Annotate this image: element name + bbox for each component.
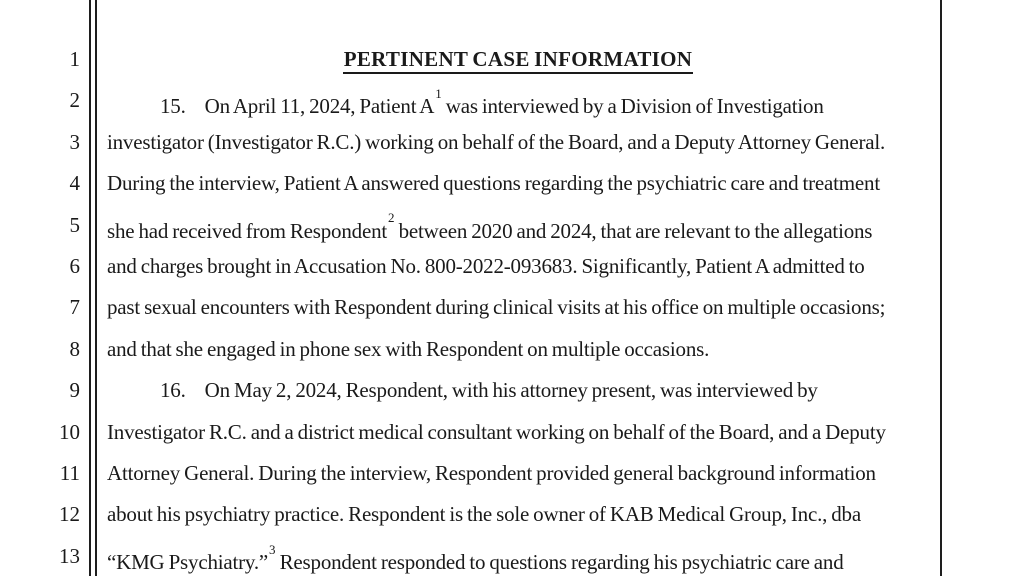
line-number: 13 xyxy=(59,543,80,568)
line-number: 2 xyxy=(69,88,80,113)
body-line xyxy=(107,80,929,121)
text-run: between 2020 and 2024, that are relevant to the allegations xyxy=(394,218,873,243)
body-line xyxy=(107,205,929,246)
text-run: Respondent responded to questions regarding his psychiatric care and xyxy=(275,549,844,574)
line-number: 9 xyxy=(69,378,80,403)
text-run: and that she engaged in phone sex with Respondent on multiple occasions. xyxy=(107,336,710,361)
line-number: 10 xyxy=(59,419,80,444)
text-run: Investigator R.C. and a district medical consultant working on behalf of the Board, and a Deputy xyxy=(107,419,886,444)
line-number-column xyxy=(0,39,80,576)
body-line xyxy=(107,329,929,370)
body-line xyxy=(107,163,929,204)
body-line xyxy=(107,536,929,576)
text-run: During the interview, Patient A answered questions regarding the psychiatric care and treatment xyxy=(107,171,880,196)
left-margin-rule-inner xyxy=(95,0,97,576)
body-line-text xyxy=(107,246,865,287)
body-line xyxy=(107,246,929,287)
section-heading: PERTINENT CASE INFORMATION xyxy=(343,47,694,74)
line-number: 12 xyxy=(59,502,80,527)
text-run: Attorney General. During the interview, Respondent provided general background information xyxy=(107,460,876,485)
document-body xyxy=(107,39,929,576)
body-line-text xyxy=(107,453,876,494)
text-run: she had received from Respondent xyxy=(107,218,388,243)
footnote-marker: 2 xyxy=(388,210,395,226)
line-number: 6 xyxy=(69,253,80,278)
body-line xyxy=(107,453,929,494)
text-run: investigator (Investigator R.C.) working on behalf of the Board, and a Deputy Attorney General. xyxy=(107,129,886,154)
body-line-text xyxy=(107,412,886,453)
body-line-text xyxy=(107,287,885,328)
text-run: and charges brought in Accusation No. 800-2022-093683. Significantly, Patient A admitted to xyxy=(107,253,865,278)
body-line-text xyxy=(160,370,818,411)
text-run: On April 11, 2024, Patient A xyxy=(204,94,435,119)
body-line-text xyxy=(107,163,880,204)
body-line-text xyxy=(107,122,885,163)
left-margin-rule-outer xyxy=(89,0,91,576)
line-number: 8 xyxy=(69,336,80,361)
body-line-text xyxy=(107,329,709,370)
line-number: 3 xyxy=(69,129,80,154)
text-run: On May 2, 2024, Respondent, with his attorney present, was interviewed by xyxy=(204,378,818,403)
footnote-marker: 1 xyxy=(435,86,442,102)
right-margin-rule xyxy=(940,0,942,576)
line-number: 5 xyxy=(69,212,80,237)
body-line xyxy=(107,412,929,453)
body-line-text xyxy=(107,205,872,252)
line-number: 7 xyxy=(69,295,80,320)
line-number: 11 xyxy=(59,460,80,485)
body-line-text xyxy=(107,536,844,576)
text-run: about his psychiatry practice. Respondent is the sole owner of KAB Medical Group, Inc., dba xyxy=(107,502,861,527)
text-run: was interviewed by a Division of Investigation xyxy=(441,94,824,119)
text-run: 15. xyxy=(160,94,186,119)
line-number: 4 xyxy=(69,171,80,196)
text-run: 16. xyxy=(160,378,186,403)
body-line xyxy=(107,287,929,328)
section-heading-line xyxy=(107,39,929,80)
body-line-text xyxy=(160,80,824,127)
footnote-marker: 3 xyxy=(269,541,276,557)
body-line xyxy=(107,370,929,411)
line-number: 1 xyxy=(69,47,80,71)
body-line-text xyxy=(107,494,861,535)
body-line xyxy=(107,494,929,535)
text-run: past sexual encounters with Respondent during clinical visits at his office on multiple occasions; xyxy=(107,295,886,320)
text-run: “KMG Psychiatry.” xyxy=(107,549,269,574)
body-line xyxy=(107,122,929,163)
